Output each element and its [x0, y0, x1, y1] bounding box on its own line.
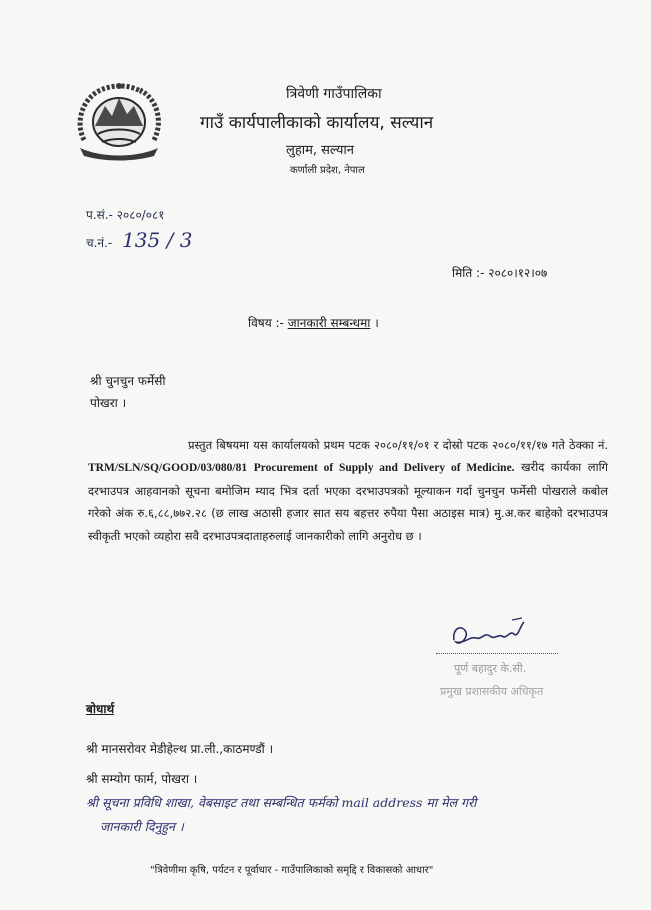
office-name: गाउँ कार्यपालीकाको कार्यालय, सल्यान: [200, 113, 434, 133]
municipality-name: त्रिवेणी गाउँपालिका: [286, 86, 382, 102]
signature-dotted-line: [436, 653, 558, 654]
chn-label: च.नं.-: [86, 236, 113, 250]
contract-number: TRM/SLN/SQ/GOOD/03/080/81: [88, 462, 248, 475]
recipient-name: श्री चुनचुन फर्मेसी: [90, 374, 166, 388]
ps-value: २०८०/०८१: [116, 208, 165, 222]
cc-item: श्री सम्योग फार्म, पोखरा ।: [86, 772, 198, 786]
body-part2: खरीद कार्यका लागि दरभाउपत्र आहवानको सूचना बमोजिम म्याद भित्र दर्ता भएका दरभाउपत्रको मूल्याकन गर्दा चुनचुन फर्मेसी पोखराले कबोल गरेको अंक रु.६,८८,७७२.२८ (छ लाख अठासी हजार सात सय बहत्तर रुपैया पैसा अठाइस मात्र) मु.अ.कर बाहेको दरभाउपत्र स्वीकृती भएको व्यहोरा सवै दरभाउपत्रदाताहरुलाई जानकारीको लागि अनुरोध छ ।: [88, 460, 609, 543]
subject-text: जानकारी सम्बन्धमा: [287, 316, 371, 330]
cc-heading: बोधार्थ: [86, 702, 115, 716]
subject-end: ।: [374, 316, 379, 330]
letter-body: [88, 434, 608, 547]
letter-date: [452, 264, 547, 281]
signatory-title: प्रमुख प्रशासकीय अधिकृत: [440, 685, 544, 698]
reference-number: [86, 206, 164, 223]
cc-item: श्री मानसरोवर मेडीहेल्थ प्रा.ली.,काठमण्डौं ।: [86, 742, 274, 756]
signatory-name: पूर्ण बहादुर के.सी.: [454, 662, 527, 675]
date-value: २०८०।१२।०७: [488, 266, 548, 280]
contract-title: Procurement of Supply and Delivery of Medicine.: [253, 462, 515, 475]
footer-motto: "त्रिवेणीमा कृषि, पर्यटन र पूर्वाधार - गाउँपालिकाको समृद्दि र विकासको आधार": [150, 865, 434, 876]
ps-label: प.सं.-: [86, 208, 113, 222]
recipient-place: पोखरा ।: [90, 396, 127, 410]
subject-label: विषय :-: [248, 316, 284, 330]
signature-mark: [448, 614, 528, 654]
subject-line: [248, 314, 379, 331]
dispatch-number: [86, 228, 192, 252]
chn-value-handwritten: 135 / 3: [122, 228, 193, 252]
province-line: कर्णाली प्रदेश, नेपाल: [290, 165, 365, 176]
date-label: मिति :-: [452, 266, 485, 280]
handwritten-note-line1: श्री सूचना प्रविधि शाखा, वेबसाइट तथा सम्बन्धित फर्मको mail address मा मेल गरी: [86, 795, 477, 810]
nepal-emblem-logo: [72, 82, 166, 162]
handwritten-note-line2: जानकारी दिनुहुन ।: [100, 819, 184, 834]
office-location: लुहाम, सल्यान: [286, 143, 354, 158]
body-part1: प्रस्तुत बिषयमा यस कार्यालयको प्रथम पटक २०८०/११/०१ र दोस्रो पटक २०८०/११/१७ गते ठेक्का नं.: [188, 438, 608, 452]
